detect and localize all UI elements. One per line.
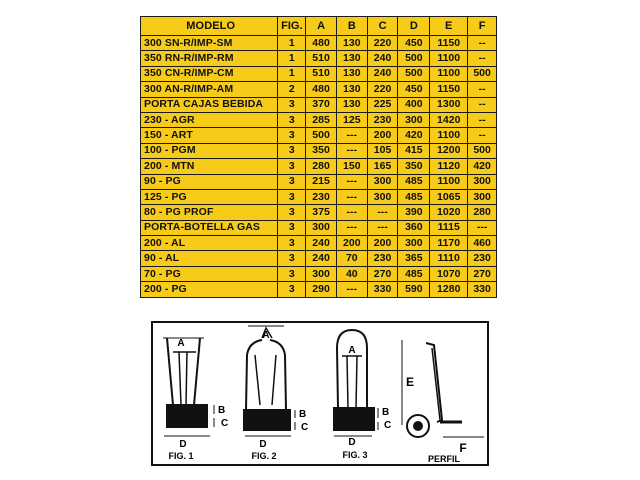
value-cell: -- [468, 82, 497, 97]
value-cell: 220 [367, 82, 398, 97]
model-cell: 300 SN-R/IMP-SM [141, 36, 278, 51]
value-cell: 280 [468, 205, 497, 220]
value-cell: 240 [306, 251, 337, 266]
value-cell: 390 [398, 205, 430, 220]
value-cell: 1100 [430, 174, 468, 189]
header-f: F [468, 17, 497, 36]
value-cell: 225 [367, 97, 398, 112]
fig3-dim-a: A [348, 345, 356, 356]
model-cell: 90 - PG [141, 174, 278, 189]
fig3-caption: FIG. 3 [342, 450, 368, 460]
value-cell: 485 [398, 174, 430, 189]
value-cell: 1020 [430, 205, 468, 220]
model-cell: 350 CN-R/IMP-CM [141, 66, 278, 81]
value-cell: -- [468, 36, 497, 51]
value-cell: 330 [367, 282, 398, 297]
value-cell: 1065 [430, 189, 468, 204]
value-cell: 480 [306, 82, 337, 97]
fig2-dim-a: A [262, 330, 270, 341]
value-cell: --- [336, 128, 367, 143]
value-cell: 165 [367, 159, 398, 174]
value-cell: 270 [468, 266, 497, 281]
value-cell: 200 [336, 236, 367, 251]
value-cell: -- [468, 97, 497, 112]
value-cell: 105 [367, 143, 398, 158]
value-cell: 360 [398, 220, 430, 235]
value-cell: --- [336, 189, 367, 204]
model-cell: 230 - AGR [141, 112, 278, 127]
value-cell: --- [336, 220, 367, 235]
value-cell: 485 [398, 189, 430, 204]
value-cell: 1100 [430, 51, 468, 66]
value-cell: 500 [468, 143, 497, 158]
value-cell: -- [468, 128, 497, 143]
fig2-dim-d: D [259, 439, 267, 450]
fig3-dim-d: D [348, 437, 356, 448]
header-e: E [430, 17, 468, 36]
value-cell: 370 [306, 97, 337, 112]
fig1-dim-c: C [221, 418, 229, 429]
model-cell: 350 RN-R/IMP-RM [141, 51, 278, 66]
value-cell: 300 [468, 189, 497, 204]
header-fig: FIG. [278, 17, 306, 36]
profile-dim-f: F [459, 441, 467, 455]
value-cell: 230 [367, 112, 398, 127]
value-cell: 1 [278, 36, 306, 51]
value-cell: 300 [367, 189, 398, 204]
value-cell: 3 [278, 282, 306, 297]
value-cell: 240 [367, 51, 398, 66]
value-cell: 420 [398, 128, 430, 143]
model-cell: 125 - PG [141, 189, 278, 204]
value-cell: 400 [398, 97, 430, 112]
value-cell: 450 [398, 82, 430, 97]
value-cell: 3 [278, 159, 306, 174]
value-cell: 240 [367, 66, 398, 81]
model-cell: 200 - MTN [141, 159, 278, 174]
value-cell: 290 [306, 282, 337, 297]
fig1-caption: FIG. 1 [168, 451, 194, 461]
value-cell: 3 [278, 205, 306, 220]
fig1-dim-a: A [177, 338, 185, 349]
value-cell: 2 [278, 82, 306, 97]
fig3-dim-c: C [384, 420, 392, 431]
value-cell: 350 [398, 159, 430, 174]
header-c: C [367, 17, 398, 36]
value-cell: 1300 [430, 97, 468, 112]
value-cell: 1170 [430, 236, 468, 251]
value-cell: 240 [306, 236, 337, 251]
value-cell: 330 [468, 282, 497, 297]
model-cell: 90 - AL [141, 251, 278, 266]
value-cell: 375 [306, 205, 337, 220]
value-cell: 300 [468, 174, 497, 189]
value-cell: 3 [278, 112, 306, 127]
value-cell: 70 [336, 251, 367, 266]
value-cell: 1200 [430, 143, 468, 158]
value-cell: 590 [398, 282, 430, 297]
value-cell: --- [336, 282, 367, 297]
model-cell: PORTA-BOTELLA GAS [141, 220, 278, 235]
fig1-dim-b: B [218, 405, 226, 416]
value-cell: 150 [336, 159, 367, 174]
value-cell: 500 [306, 128, 337, 143]
value-cell: 420 [468, 159, 497, 174]
model-cell: 200 - PG [141, 282, 278, 297]
value-cell: 40 [336, 266, 367, 281]
value-cell: 130 [336, 97, 367, 112]
value-cell: --- [336, 143, 367, 158]
value-cell: 485 [398, 266, 430, 281]
value-cell: 1070 [430, 266, 468, 281]
value-cell: 230 [468, 251, 497, 266]
value-cell: 130 [336, 66, 367, 81]
value-cell: -- [468, 51, 497, 66]
value-cell: 1100 [430, 128, 468, 143]
model-cell: PORTA CAJAS BEBIDA [141, 97, 278, 112]
value-cell: 215 [306, 174, 337, 189]
value-cell: 3 [278, 189, 306, 204]
value-cell: 510 [306, 51, 337, 66]
value-cell: 200 [367, 236, 398, 251]
value-cell: 480 [306, 36, 337, 51]
value-cell: 220 [367, 36, 398, 51]
fig3-dim-b: B [382, 407, 390, 418]
value-cell: 1150 [430, 36, 468, 51]
value-cell: 1 [278, 66, 306, 81]
value-cell: 500 [398, 66, 430, 81]
value-cell: 1 [278, 51, 306, 66]
value-cell: 130 [336, 36, 367, 51]
value-cell: 270 [367, 266, 398, 281]
value-cell: --- [336, 205, 367, 220]
value-cell: 1120 [430, 159, 468, 174]
value-cell: --- [367, 220, 398, 235]
model-cell: 150 - ART [141, 128, 278, 143]
profile-caption: PERFIL [427, 454, 461, 464]
value-cell: 350 [306, 143, 337, 158]
value-cell: 280 [306, 159, 337, 174]
model-cell: 200 - AL [141, 236, 278, 251]
value-cell: 3 [278, 220, 306, 235]
value-cell: 3 [278, 251, 306, 266]
value-cell: 415 [398, 143, 430, 158]
value-cell: -- [468, 112, 497, 127]
fig2-dim-c: C [301, 422, 309, 433]
model-cell: 70 - PG [141, 266, 278, 281]
value-cell: 500 [468, 66, 497, 81]
value-cell: 300 [306, 220, 337, 235]
value-cell: 3 [278, 143, 306, 158]
value-cell: 460 [468, 236, 497, 251]
value-cell: 200 [367, 128, 398, 143]
fig2-dim-b: B [299, 409, 307, 420]
value-cell: --- [336, 174, 367, 189]
value-cell: 300 [398, 112, 430, 127]
value-cell: 300 [398, 236, 430, 251]
value-cell: 230 [306, 189, 337, 204]
value-cell: 300 [306, 266, 337, 281]
value-cell: 1100 [430, 66, 468, 81]
value-cell: 365 [398, 251, 430, 266]
header-modelo: MODELO [141, 17, 278, 36]
value-cell: 130 [336, 51, 367, 66]
value-cell: 1110 [430, 251, 468, 266]
value-cell: 130 [336, 82, 367, 97]
model-cell: 100 - PGM [141, 143, 278, 158]
value-cell: 125 [336, 112, 367, 127]
value-cell: 300 [367, 174, 398, 189]
value-cell: --- [367, 205, 398, 220]
model-cell: 300 AN-R/IMP-AM [141, 82, 278, 97]
value-cell: 3 [278, 97, 306, 112]
profile-dim-e: E [405, 375, 415, 389]
model-cell: 80 - PG PROF [141, 205, 278, 220]
value-cell: 1150 [430, 82, 468, 97]
fig2-caption: FIG. 2 [251, 451, 277, 461]
value-cell: 3 [278, 236, 306, 251]
value-cell: 230 [367, 251, 398, 266]
value-cell: 1280 [430, 282, 468, 297]
header-d: D [398, 17, 430, 36]
value-cell: 1115 [430, 220, 468, 235]
value-cell: 3 [278, 128, 306, 143]
header-b: B [336, 17, 367, 36]
value-cell: 450 [398, 36, 430, 51]
value-cell: --- [468, 220, 497, 235]
value-cell: 500 [398, 51, 430, 66]
value-cell: 510 [306, 66, 337, 81]
value-cell: 1420 [430, 112, 468, 127]
value-cell: 285 [306, 112, 337, 127]
header-a: A [306, 17, 337, 36]
value-cell: 3 [278, 174, 306, 189]
value-cell: 3 [278, 266, 306, 281]
fig1-dim-d: D [179, 439, 187, 450]
